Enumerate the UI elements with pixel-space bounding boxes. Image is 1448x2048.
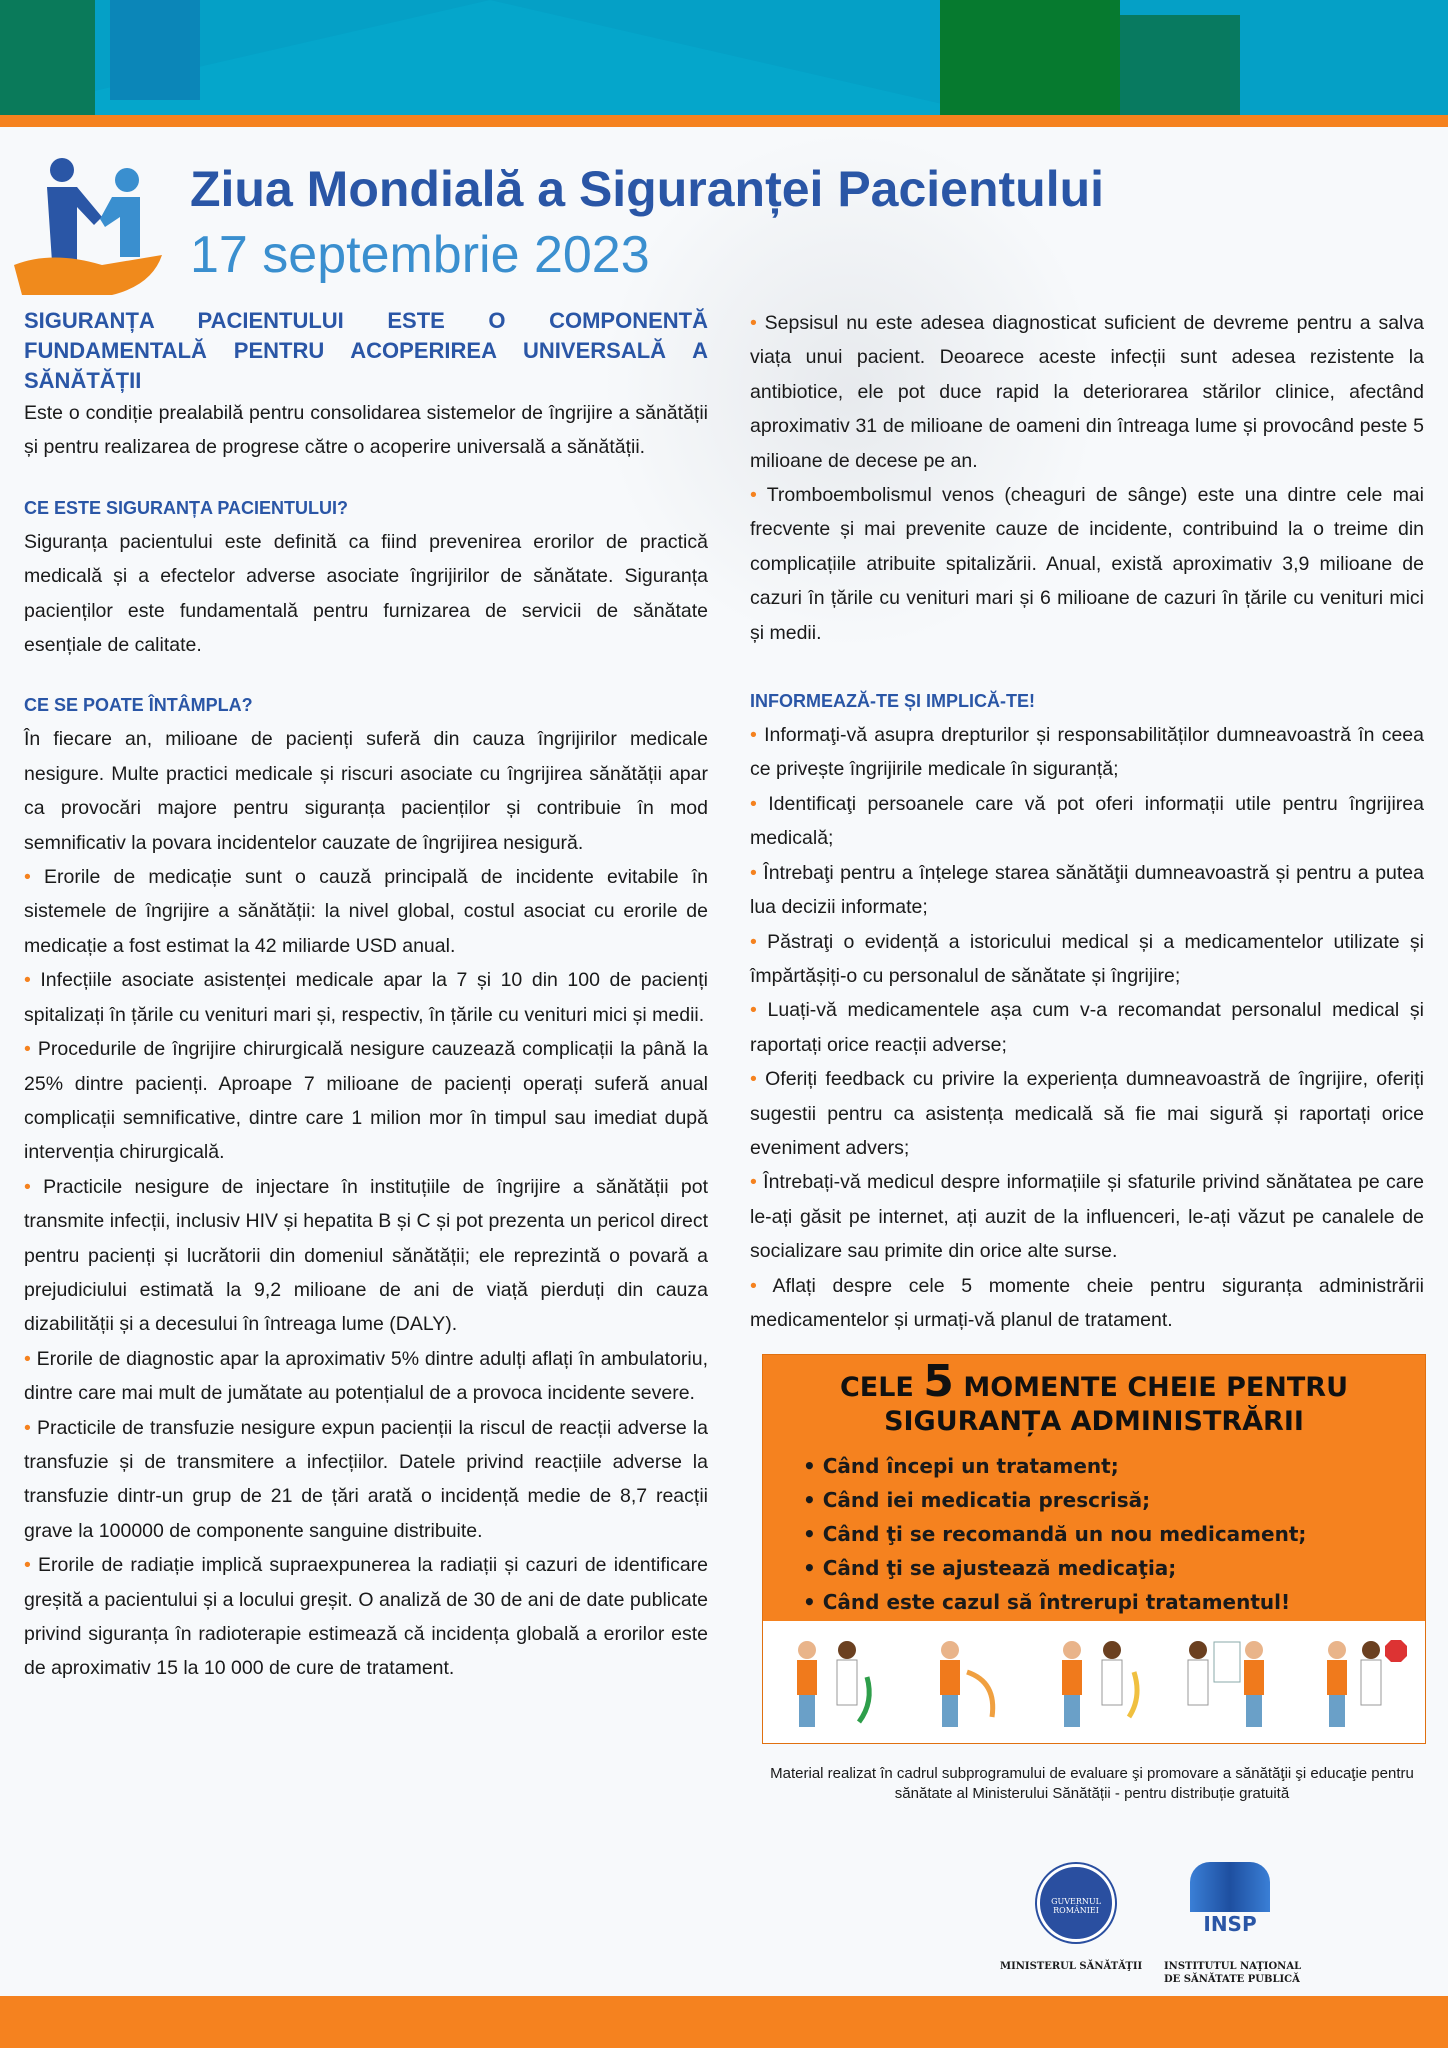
tip-item: • Întrebaţi pentru a înțelege starea sănătăţii dumneavoastră și pentru a putea lua decizii informate; [750,861,1424,919]
moments-illustration [763,1621,1425,1743]
moment-item: • Când este cazul să întrerupi tratamentul! [803,1585,1425,1619]
list-item: • Sepsisul nu este adesea diagnosticat suficient de devreme pentru a salva viața unui pacient. Deoarece aceste infecții sunt adesea rezistente la antibiotice, ele pot duce rapid la deteriorarea stărilor clinice, afectând aproximativ 31 de milioane de oameni din întreaga lume și provocând peste 5 milioane de decese pe an. [750,312,1424,472]
list-item: • Practicile nesigure de injectare în instituțiile de îngrijire a sănătății pot transmite infecții, inclusiv HIV și hepatita B și C și pot prezenta un pericol direct pentru pacienți și lucrătorii din domeniul sănătății; ele reprezintă o povară a prejudiciului estimată la 9,2 milioane de ani de viață pierduți din cauza dizabilității și a decesului în întreaga lume (DALY). [24,1175,708,1336]
patient-safety-logo-icon [12,155,172,295]
left-column [24,306,708,1686]
moment-item: • Când ţi se recomandă un nou medicament; [803,1517,1425,1551]
section-heading: INFORMEAZĂ-TE ȘI IMPLICĂ-TE! [750,691,1035,712]
tip-item: • Aflați despre cele 5 momente cheie pentru siguranța administrării medicamentelor și urmați-vă planul de tratament. [750,1274,1424,1331]
moment-item: • Când începi un tratament; [803,1449,1425,1483]
intro-text: Este o condiție prealabilă pentru consolidarea sistemelor de îngrijire a sănătății și pentru realizarea de progrese către o acoperire universală a sănătății. [24,402,708,459]
tip-item: • Luați-vă medicamentele așa cum v-a recomandat personalul medical și raportați orice reacții adverse; [750,999,1425,1056]
adjust-medication-illustration-icon [1176,1632,1276,1732]
header-banner [0,0,1448,115]
event-date: 17 septembrie 2023 [190,226,650,284]
tip-item: • Întrebați-vă medicul despre informațiile și sfaturile privind sănătatea pe care le-ați găsit pe internet, ați auzit de la influenceri, le-ați văzut pe canalele de socializare sau primite din orice alte surse. [750,1171,1424,1263]
patient-doctor-illustration-icon [779,1632,879,1732]
stop-treatment-illustration-icon [1309,1632,1409,1732]
moment-item: • Când iei medicatia prescrisă; [803,1483,1425,1517]
list-item: • Erorile de medicație sunt o cauză principală de incidente evitabile în sistemele de îngrijire a sănătății: la nivel global, costul asociat cu erorile de medicație a fost estimat la 42 miliarde USD anual. [24,866,709,957]
government-seal-logo: GUVERNUL ROMÂNIEI [1037,1864,1115,1942]
list-item: • Infecțiile asociate asistenței medicale apar la 7 și 10 din 100 de pacienți spitalizați în țările cu venituri mari și, respectiv, în țările cu venituri mici și medii. [24,969,708,1026]
tip-item: • Informaţi-vă asupra drepturilor și responsabilităților dumneavoastră în ceea ce privește îngrijirile medicale în siguranță; [750,724,1425,781]
moment-item: • Când ţi se ajustează medicaţia; [803,1551,1425,1585]
insp-label: INSTITUTUL NAŢIONAL DE SĂNĂTATE PUBLICĂ [1164,1961,1302,1985]
tip-item: • Oferiți feedback cu privire la experiența dumneavoastră de îngrijire, oferiți sugestii pentru ca asistența medicală să fie mai sigură și raportați orice eveniment advers; [750,1068,1424,1159]
list-item: • Erorile de diagnostic apar la aproximativ 5% dintre adulți aflați în ambulatoriu, dintre care mai mult de jumătate au potențialul de a provoca incidente severe. [24,1347,709,1405]
insp-logo: INSP [1190,1862,1270,1942]
section-text: În fiecare an, milioane de pacienți suferă din cauza îngrijirilor medicale nesigure. Multe practici medicale și riscuri asociate cu îngrijirea sănătății apar ca provocări majore pentru siguranța pacienților și contribuie în mod semnificativ la povara incidentelor cauzate de îngrijirea nesigură. [24,728,708,854]
list-item: • Procedurile de îngrijire chirurgicală nesigure cauzează complicații la până la 25% dintre pacienți. Aproape 7 milioane de pacienți operați suferă anual complicații semnificative, dintre care 1 milion mor în timpul sau imediat după intervenția chirurgicală. [24,1038,708,1164]
list-item: • Tromboembolismul venos (cheaguri de sânge) este una dintre cele mai frecvente și mai prevenite cauze de incidente, contribuind la o treime din complicațiile atribuite spitalizării. Anual, există aproximativ 3,9 milioane de cazuri în țările cu venituri mari și 6 milioane de cazuri în țările cu venituri mici și medii. [750,484,1424,644]
ministry-label: MINISTERUL SĂNĂTĂŢII [1000,1961,1143,1972]
tip-item: • Păstraţi o evidență a istoricului medical și a medicamentelor utilizate și împărtășiți-o cu personalul de sănătate și îngrijire; [750,930,1424,987]
page-title: Ziua Mondială a Siguranței Pacientului [190,161,1105,217]
patient-medication-illustration-icon [912,1632,1012,1732]
list-item: • Practicile de transfuzie nesigure expun pacienții la riscul de reacții adverse la transfuzie și de transmitere a infecțiilor. Datele privind reacțiile adverse la transfuzie dintr-un grup de 21 de țări arată o incidență medie de 8,7 reacții grave la 100000 de componente sanguine distribuite. [24,1416,709,1542]
right-column [750,306,1424,1337]
section-text: Siguranța pacientului este definită ca fiind prevenirea erorilor de practică medicală și a efectelor adverse asociate îngrijirilor de sănătate. Siguranța pacienților este fundamentală pentru furnizarea de servicii de sănătate esențiale de calitate. [24,530,708,657]
section-heading: CE SE POATE ÎNTÂMPLA? [24,695,253,716]
box-title: CELE 5 MOMENTE CHEIE PENTRU SIGURANȚA ADMINISTRĂRII [839,1356,1349,1437]
distribution-note: Material realizat în cadrul subprogramului de evaluare şi promovare a sănătăţii şi educaţie pentru sănătate al Ministerului Sănătății - pentru distribuție gratuită [770,1765,1414,1802]
tip-item: • Identificaţi persoanele care vă pot oferi informații utile pentru îngrijirea medicală; [750,792,1424,850]
main-heading: SIGURANȚA PACIENTULUI ESTE O COMPONENTĂ FUNDAMENTALĂ PENTRU ACOPERIREA UNIVERSALĂ A SĂNĂTĂȚII [24,308,708,393]
section-heading: CE ESTE SIGURANȚA PACIENTULUI? [24,497,349,518]
footer-bar [0,1996,1448,2048]
orange-divider [0,115,1448,127]
new-medicine-illustration-icon [1044,1632,1144,1732]
five-moments-box [762,1354,1426,1744]
list-item: • Erorile de radiație implică supraexpunerea la radiații și cazuri de identificare greșită a pacientului și a locului greșit. O analiză de 30 de ani de date publicate privind siguranța în radioterapie estimează că incidența globală a erorilor este de aproximativ 15 la 10 000 de cure de tratament. [24,1554,708,1680]
